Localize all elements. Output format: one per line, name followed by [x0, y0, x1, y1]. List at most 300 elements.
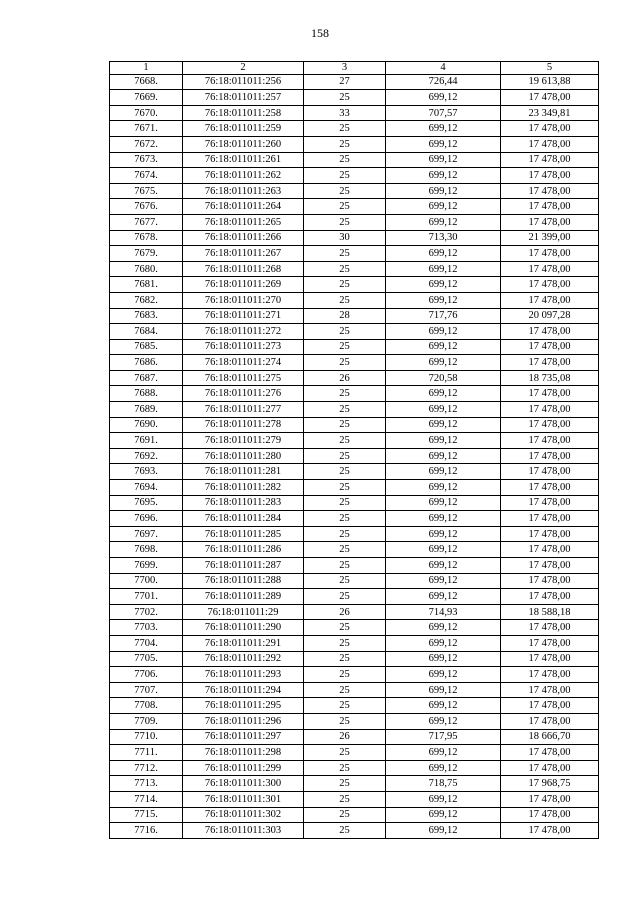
table-row: [110, 480, 599, 496]
quantity-cell: 25: [304, 402, 386, 418]
column-header: 5: [501, 62, 599, 75]
row-number-cell: 7704.: [110, 635, 183, 651]
table-row: [110, 558, 599, 574]
table-row: [110, 807, 599, 823]
table-row: [110, 168, 599, 184]
quantity-cell: 25: [304, 791, 386, 807]
table-row: [110, 339, 599, 355]
quantity-cell: 25: [304, 199, 386, 215]
cadastral-table: [109, 61, 599, 839]
cadastral-number-cell: 76:18:011011:273: [183, 339, 304, 355]
quantity-cell: 25: [304, 589, 386, 605]
page-number: 158: [311, 26, 329, 40]
cadastral-number-cell: 76:18:011011:291: [183, 635, 304, 651]
quantity-cell: 25: [304, 386, 386, 402]
cadastral-number-cell: 76:18:011011:275: [183, 370, 304, 386]
cadastral-number-cell: 76:18:011011:294: [183, 682, 304, 698]
row-number-cell: 7689.: [110, 402, 183, 418]
rate-cell: 699,12: [386, 511, 501, 527]
rate-cell: 699,12: [386, 823, 501, 839]
table-row: [110, 448, 599, 464]
quantity-cell: 25: [304, 136, 386, 152]
quantity-cell: 33: [304, 105, 386, 121]
amount-cell: 17 478,00: [501, 667, 599, 683]
cadastral-number-cell: 76:18:011011:280: [183, 448, 304, 464]
amount-cell: 17 968,75: [501, 776, 599, 792]
quantity-cell: 27: [304, 74, 386, 90]
cadastral-number-cell: 76:18:011011:292: [183, 651, 304, 667]
table-row: [110, 370, 599, 386]
quantity-cell: 25: [304, 667, 386, 683]
rate-cell: 713,30: [386, 230, 501, 246]
cadastral-number-cell: 76:18:011011:286: [183, 542, 304, 558]
cadastral-number-cell: 76:18:011011:287: [183, 558, 304, 574]
row-number-cell: 7686.: [110, 355, 183, 371]
rate-cell: 699,12: [386, 760, 501, 776]
amount-cell: 17 478,00: [501, 480, 599, 496]
amount-cell: 17 478,00: [501, 246, 599, 262]
table-row: [110, 324, 599, 340]
row-number-cell: 7707.: [110, 682, 183, 698]
quantity-cell: 25: [304, 261, 386, 277]
rate-cell: 717,76: [386, 308, 501, 324]
rate-cell: 699,12: [386, 277, 501, 293]
amount-cell: 17 478,00: [501, 183, 599, 199]
quantity-cell: 25: [304, 713, 386, 729]
cadastral-number-cell: 76:18:011011:261: [183, 152, 304, 168]
table-row: [110, 199, 599, 215]
cadastral-number-cell: 76:18:011011:293: [183, 667, 304, 683]
rate-cell: 699,12: [386, 448, 501, 464]
table-row: [110, 74, 599, 90]
row-number-cell: 7678.: [110, 230, 183, 246]
quantity-cell: 25: [304, 526, 386, 542]
quantity-cell: 25: [304, 635, 386, 651]
rate-cell: 718,75: [386, 776, 501, 792]
quantity-cell: 25: [304, 417, 386, 433]
table-row: [110, 386, 599, 402]
quantity-cell: 30: [304, 230, 386, 246]
quantity-cell: 25: [304, 620, 386, 636]
quantity-cell: 25: [304, 511, 386, 527]
rate-cell: 699,12: [386, 199, 501, 215]
row-number-cell: 7711.: [110, 745, 183, 761]
rate-cell: 699,12: [386, 386, 501, 402]
amount-cell: 17 478,00: [501, 433, 599, 449]
table-row: [110, 635, 599, 651]
rate-cell: 699,12: [386, 183, 501, 199]
quantity-cell: 25: [304, 480, 386, 496]
cadastral-number-cell: 76:18:011011:257: [183, 90, 304, 106]
quantity-cell: 25: [304, 464, 386, 480]
cadastral-number-cell: 76:18:011011:266: [183, 230, 304, 246]
amount-cell: 17 478,00: [501, 635, 599, 651]
table-row: [110, 417, 599, 433]
amount-cell: 17 478,00: [501, 90, 599, 106]
rate-cell: 699,12: [386, 433, 501, 449]
rate-cell: 699,12: [386, 651, 501, 667]
row-number-cell: 7676.: [110, 199, 183, 215]
row-number-cell: 7700.: [110, 573, 183, 589]
rate-cell: 726,44: [386, 74, 501, 90]
table-row: [110, 526, 599, 542]
table-row: [110, 308, 599, 324]
amount-cell: 17 478,00: [501, 823, 599, 839]
table-body: [110, 74, 599, 838]
cadastral-number-cell: 76:18:011011:270: [183, 292, 304, 308]
cadastral-number-cell: 76:18:011011:259: [183, 121, 304, 137]
rate-cell: 699,12: [386, 495, 501, 511]
cadastral-number-cell: 76:18:011011:296: [183, 713, 304, 729]
table-row: [110, 651, 599, 667]
row-number-cell: 7693.: [110, 464, 183, 480]
table-row: [110, 791, 599, 807]
row-number-cell: 7698.: [110, 542, 183, 558]
quantity-cell: 25: [304, 324, 386, 340]
quantity-cell: 25: [304, 776, 386, 792]
cadastral-number-cell: 76:18:011011:290: [183, 620, 304, 636]
column-header: 4: [386, 62, 501, 75]
cadastral-number-cell: 76:18:011011:263: [183, 183, 304, 199]
amount-cell: 17 478,00: [501, 558, 599, 574]
amount-cell: 17 478,00: [501, 682, 599, 698]
cadastral-number-cell: 76:18:011011:274: [183, 355, 304, 371]
table-row: [110, 589, 599, 605]
table-row: [110, 105, 599, 121]
amount-cell: 17 478,00: [501, 448, 599, 464]
rate-cell: 699,12: [386, 667, 501, 683]
row-number-cell: 7714.: [110, 791, 183, 807]
row-number-cell: 7684.: [110, 324, 183, 340]
rate-cell: 699,12: [386, 136, 501, 152]
quantity-cell: 25: [304, 495, 386, 511]
quantity-cell: 25: [304, 214, 386, 230]
quantity-cell: 25: [304, 152, 386, 168]
table-row: [110, 90, 599, 106]
amount-cell: 23 349,81: [501, 105, 599, 121]
cadastral-number-cell: 76:18:011011:260: [183, 136, 304, 152]
quantity-cell: 25: [304, 573, 386, 589]
table-row: [110, 620, 599, 636]
quantity-cell: 25: [304, 292, 386, 308]
amount-cell: 17 478,00: [501, 324, 599, 340]
row-number-cell: 7712.: [110, 760, 183, 776]
amount-cell: 20 097,28: [501, 308, 599, 324]
cadastral-number-cell: 76:18:011011:295: [183, 698, 304, 714]
cadastral-number-cell: 76:18:011011:300: [183, 776, 304, 792]
rate-cell: 699,12: [386, 464, 501, 480]
cadastral-number-cell: 76:18:011011:262: [183, 168, 304, 184]
amount-cell: 17 478,00: [501, 292, 599, 308]
amount-cell: 17 478,00: [501, 745, 599, 761]
row-number-cell: 7675.: [110, 183, 183, 199]
amount-cell: 17 478,00: [501, 199, 599, 215]
amount-cell: 17 478,00: [501, 464, 599, 480]
table-row: [110, 729, 599, 745]
cadastral-number-cell: 76:18:011011:258: [183, 105, 304, 121]
rate-cell: 699,12: [386, 713, 501, 729]
cadastral-number-cell: 76:18:011011:279: [183, 433, 304, 449]
amount-cell: 17 478,00: [501, 511, 599, 527]
row-number-cell: 7668.: [110, 74, 183, 90]
amount-cell: 17 478,00: [501, 526, 599, 542]
rate-cell: 699,12: [386, 90, 501, 106]
row-number-cell: 7691.: [110, 433, 183, 449]
rate-cell: 699,12: [386, 745, 501, 761]
row-number-cell: 7694.: [110, 480, 183, 496]
amount-cell: 17 478,00: [501, 791, 599, 807]
cadastral-number-cell: 76:18:011011:298: [183, 745, 304, 761]
cadastral-number-cell: 76:18:011011:285: [183, 526, 304, 542]
row-number-cell: 7685.: [110, 339, 183, 355]
rate-cell: 699,12: [386, 339, 501, 355]
row-number-cell: 7710.: [110, 729, 183, 745]
amount-cell: 18 735,08: [501, 370, 599, 386]
rate-cell: 699,12: [386, 620, 501, 636]
table-row: [110, 292, 599, 308]
rate-cell: 699,12: [386, 168, 501, 184]
table-row: [110, 464, 599, 480]
amount-cell: 17 478,00: [501, 355, 599, 371]
row-number-cell: 7715.: [110, 807, 183, 823]
amount-cell: 17 478,00: [501, 495, 599, 511]
row-number-cell: 7673.: [110, 152, 183, 168]
row-number-cell: 7705.: [110, 651, 183, 667]
cadastral-number-cell: 76:18:011011:302: [183, 807, 304, 823]
table-row: [110, 433, 599, 449]
quantity-cell: 25: [304, 448, 386, 464]
row-number-cell: 7671.: [110, 121, 183, 137]
rate-cell: 699,12: [386, 417, 501, 433]
table-row: [110, 760, 599, 776]
cadastral-number-cell: 76:18:011011:29: [183, 604, 304, 620]
row-number-cell: 7683.: [110, 308, 183, 324]
rate-cell: 699,12: [386, 542, 501, 558]
table-row: [110, 152, 599, 168]
column-header: 2: [183, 62, 304, 75]
table-row: [110, 230, 599, 246]
quantity-cell: 25: [304, 339, 386, 355]
table-row: [110, 121, 599, 137]
row-number-cell: 7703.: [110, 620, 183, 636]
cadastral-number-cell: 76:18:011011:272: [183, 324, 304, 340]
cadastral-number-cell: 76:18:011011:277: [183, 402, 304, 418]
row-number-cell: 7702.: [110, 604, 183, 620]
cadastral-number-cell: 76:18:011011:303: [183, 823, 304, 839]
quantity-cell: 25: [304, 168, 386, 184]
row-number-cell: 7696.: [110, 511, 183, 527]
amount-cell: 19 613,88: [501, 74, 599, 90]
row-number-cell: 7688.: [110, 386, 183, 402]
table-row: [110, 511, 599, 527]
cadastral-number-cell: 76:18:011011:284: [183, 511, 304, 527]
rate-cell: 699,12: [386, 589, 501, 605]
cadastral-number-cell: 76:18:011011:271: [183, 308, 304, 324]
rate-cell: 720,58: [386, 370, 501, 386]
rate-cell: 699,12: [386, 261, 501, 277]
table-row: [110, 713, 599, 729]
table-row: [110, 261, 599, 277]
quantity-cell: 25: [304, 121, 386, 137]
rate-cell: 699,12: [386, 682, 501, 698]
row-number-cell: 7692.: [110, 448, 183, 464]
amount-cell: 17 478,00: [501, 214, 599, 230]
amount-cell: 17 478,00: [501, 121, 599, 137]
row-number-cell: 7709.: [110, 713, 183, 729]
row-number-cell: 7679.: [110, 246, 183, 262]
row-number-cell: 7670.: [110, 105, 183, 121]
row-number-cell: 7682.: [110, 292, 183, 308]
amount-cell: 17 478,00: [501, 339, 599, 355]
quantity-cell: 26: [304, 729, 386, 745]
cadastral-number-cell: 76:18:011011:265: [183, 214, 304, 230]
amount-cell: 17 478,00: [501, 277, 599, 293]
quantity-cell: 25: [304, 558, 386, 574]
rate-cell: 699,12: [386, 121, 501, 137]
amount-cell: 17 478,00: [501, 620, 599, 636]
quantity-cell: 25: [304, 542, 386, 558]
rate-cell: 699,12: [386, 635, 501, 651]
quantity-cell: 25: [304, 246, 386, 262]
cadastral-number-cell: 76:18:011011:268: [183, 261, 304, 277]
quantity-cell: 25: [304, 433, 386, 449]
row-number-cell: 7680.: [110, 261, 183, 277]
table-row: [110, 542, 599, 558]
table-row: [110, 495, 599, 511]
quantity-cell: 25: [304, 807, 386, 823]
quantity-cell: 25: [304, 760, 386, 776]
table-row: [110, 402, 599, 418]
rate-cell: 699,12: [386, 402, 501, 418]
amount-cell: 17 478,00: [501, 589, 599, 605]
quantity-cell: 25: [304, 682, 386, 698]
cadastral-number-cell: 76:18:011011:278: [183, 417, 304, 433]
quantity-cell: 25: [304, 355, 386, 371]
cadastral-number-cell: 76:18:011011:282: [183, 480, 304, 496]
row-number-cell: 7716.: [110, 823, 183, 839]
amount-cell: 21 399,00: [501, 230, 599, 246]
quantity-cell: 25: [304, 90, 386, 106]
row-number-cell: 7677.: [110, 214, 183, 230]
header-row: [110, 62, 599, 75]
row-number-cell: 7706.: [110, 667, 183, 683]
quantity-cell: 25: [304, 823, 386, 839]
row-number-cell: 7681.: [110, 277, 183, 293]
cadastral-number-cell: 76:18:011011:299: [183, 760, 304, 776]
table-row: [110, 246, 599, 262]
row-number-cell: 7701.: [110, 589, 183, 605]
table-row: [110, 682, 599, 698]
rate-cell: 699,12: [386, 526, 501, 542]
amount-cell: 17 478,00: [501, 417, 599, 433]
row-number-cell: 7713.: [110, 776, 183, 792]
table-row: [110, 823, 599, 839]
amount-cell: 17 478,00: [501, 573, 599, 589]
amount-cell: 17 478,00: [501, 698, 599, 714]
amount-cell: 17 478,00: [501, 402, 599, 418]
cadastral-number-cell: 76:18:011011:289: [183, 589, 304, 605]
table-row: [110, 745, 599, 761]
table-row: [110, 698, 599, 714]
column-header: 1: [110, 62, 183, 75]
rate-cell: 699,12: [386, 292, 501, 308]
amount-cell: 17 478,00: [501, 152, 599, 168]
amount-cell: 18 588,18: [501, 604, 599, 620]
rate-cell: 707,57: [386, 105, 501, 121]
quantity-cell: 25: [304, 183, 386, 199]
cadastral-number-cell: 76:18:011011:281: [183, 464, 304, 480]
column-header: 3: [304, 62, 386, 75]
rate-cell: 699,12: [386, 698, 501, 714]
cadastral-number-cell: 76:18:011011:264: [183, 199, 304, 215]
row-number-cell: 7690.: [110, 417, 183, 433]
table-row: [110, 214, 599, 230]
table-row: [110, 355, 599, 371]
row-number-cell: 7708.: [110, 698, 183, 714]
cadastral-number-cell: 76:18:011011:276: [183, 386, 304, 402]
table-row: [110, 136, 599, 152]
row-number-cell: 7695.: [110, 495, 183, 511]
quantity-cell: 25: [304, 745, 386, 761]
row-number-cell: 7699.: [110, 558, 183, 574]
quantity-cell: 25: [304, 277, 386, 293]
quantity-cell: 28: [304, 308, 386, 324]
cadastral-number-cell: 76:18:011011:301: [183, 791, 304, 807]
table-row: [110, 667, 599, 683]
amount-cell: 17 478,00: [501, 168, 599, 184]
amount-cell: 17 478,00: [501, 713, 599, 729]
table-row: [110, 277, 599, 293]
row-number-cell: 7687.: [110, 370, 183, 386]
cadastral-number-cell: 76:18:011011:283: [183, 495, 304, 511]
rate-cell: 699,12: [386, 214, 501, 230]
amount-cell: 17 478,00: [501, 261, 599, 277]
cadastral-number-cell: 76:18:011011:256: [183, 74, 304, 90]
table-row: [110, 604, 599, 620]
quantity-cell: 26: [304, 370, 386, 386]
amount-cell: 17 478,00: [501, 386, 599, 402]
row-number-cell: 7674.: [110, 168, 183, 184]
quantity-cell: 25: [304, 698, 386, 714]
amount-cell: 17 478,00: [501, 542, 599, 558]
row-number-cell: 7669.: [110, 90, 183, 106]
amount-cell: 17 478,00: [501, 651, 599, 667]
amount-cell: 17 478,00: [501, 136, 599, 152]
cadastral-number-cell: 76:18:011011:267: [183, 246, 304, 262]
quantity-cell: 25: [304, 651, 386, 667]
amount-cell: 17 478,00: [501, 760, 599, 776]
rate-cell: 699,12: [386, 791, 501, 807]
table-row: [110, 573, 599, 589]
rate-cell: 714,93: [386, 604, 501, 620]
quantity-cell: 26: [304, 604, 386, 620]
rate-cell: 699,12: [386, 573, 501, 589]
amount-cell: 17 478,00: [501, 807, 599, 823]
rate-cell: 717,95: [386, 729, 501, 745]
rate-cell: 699,12: [386, 324, 501, 340]
rate-cell: 699,12: [386, 355, 501, 371]
row-number-cell: 7697.: [110, 526, 183, 542]
rate-cell: 699,12: [386, 480, 501, 496]
table-row: [110, 776, 599, 792]
rate-cell: 699,12: [386, 558, 501, 574]
rate-cell: 699,12: [386, 807, 501, 823]
rate-cell: 699,12: [386, 246, 501, 262]
table-row: [110, 183, 599, 199]
cadastral-number-cell: 76:18:011011:269: [183, 277, 304, 293]
rate-cell: 699,12: [386, 152, 501, 168]
cadastral-number-cell: 76:18:011011:288: [183, 573, 304, 589]
